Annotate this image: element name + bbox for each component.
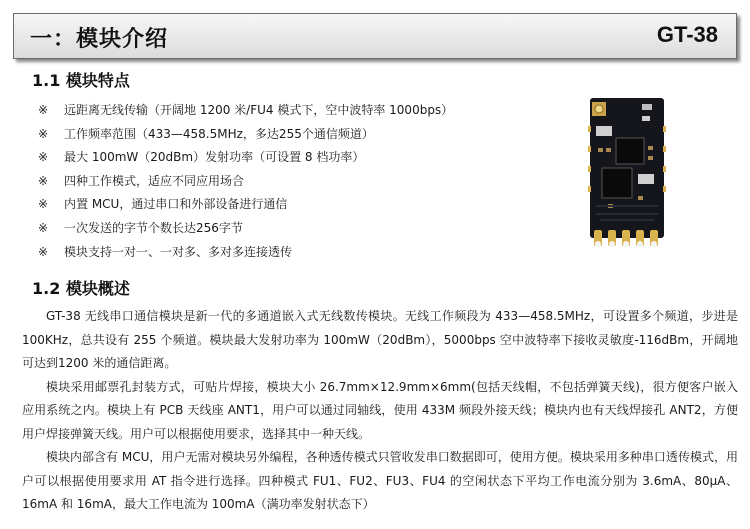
bullet-mark: ※ bbox=[38, 150, 49, 165]
smd-component bbox=[642, 116, 650, 121]
feature-text: 一次发送的字节个数长达256字节 bbox=[64, 220, 243, 235]
list-item bbox=[38, 241, 578, 265]
crystal bbox=[638, 174, 654, 184]
crystal bbox=[596, 126, 612, 136]
overview-paragraph: 模块采用邮票孔封装方式，可贴片焊接，模块大小 26.7mm×12.9mm×6mm(包括天线帽，不包括弹簧天线)，很方便客户嵌入应用系统之内。模块上有 PCB 天线座 ANT1，用户可以通过同轴线，使用 433M 频段外接天线；模块内也有天线焊接孔 ANT2，方便用户焊接弹簧天线。用户可以根据使用要求，选择其中一种天线。 bbox=[22, 379, 739, 441]
smd-component bbox=[648, 156, 653, 160]
model-number: GT-38 bbox=[656, 22, 718, 47]
list-item bbox=[38, 146, 578, 170]
mcu-chip bbox=[602, 168, 632, 198]
bullet-mark: ※ bbox=[38, 103, 49, 117]
list-item bbox=[38, 170, 578, 194]
overview-paragraph: GT-38 无线串口通信模块是新一代的多通道嵌入式无线数传模块。无线工作频段为 433—458.5MHz，可设置多个频道，步进是 100KHz，总共设有 255 个频道。模块最大发射功率为 100mW（20dBm），5000bps 空中波特率下接收灵敏度-116dBm，开阔地 可达到1200 米的通信距离。 bbox=[22, 309, 738, 370]
feature-text: 四种工作模式，适应不同应用场合 bbox=[64, 173, 245, 188]
bullet-mark: ※ bbox=[38, 220, 49, 235]
overview-body bbox=[22, 305, 738, 517]
smd-component bbox=[642, 104, 652, 110]
feature-text: 远距离无线传输（开阔地 1200 米/FU4 模式下，空中波特率 1000bps） bbox=[64, 103, 454, 117]
list-item bbox=[38, 217, 578, 241]
feature-text: 内置 MCU，通过串口和外部设备进行通信 bbox=[64, 197, 288, 212]
smd-component bbox=[598, 148, 603, 152]
list-item bbox=[38, 123, 578, 147]
feature-text: 模块支持一对一、一对多、多对多连接透传 bbox=[64, 244, 293, 259]
section-header-bar bbox=[13, 13, 737, 59]
stamp-holes bbox=[595, 241, 657, 247]
smd-component bbox=[638, 196, 643, 200]
bullet-mark: ※ bbox=[38, 197, 49, 212]
features-heading: 1.1 模块特点 bbox=[32, 71, 130, 90]
list-item bbox=[38, 193, 578, 217]
antenna-connector-center bbox=[595, 105, 603, 113]
module-photo bbox=[588, 96, 666, 250]
bullet-mark: ※ bbox=[38, 173, 49, 188]
bullet-mark: ※ bbox=[38, 244, 49, 259]
bullet-mark: ※ bbox=[38, 126, 49, 141]
smd-component bbox=[648, 146, 653, 150]
overview-heading: 1.2 模块概述 bbox=[32, 279, 130, 298]
smd-component bbox=[606, 148, 611, 152]
rf-chip bbox=[616, 138, 644, 164]
feature-list bbox=[38, 99, 578, 264]
list-item bbox=[38, 99, 578, 123]
feature-text: 最大 100mW（20dBm）发射功率（可设置 8 档功率） bbox=[64, 150, 365, 165]
overview-paragraph: 模块内部含有 MCU，用户无需对模块另外编程，各种透传模式只管收发串口数据即可，使用方便。模块采用多种串口透传模式，用户可以根据使用要求用 AT 指令进行选择。四种模式 FU1、FU2、FU3、FU4 的空闲状态下平均工作电流分别为 3.6mA、80μA、16mA 和 16mA，最大工作电流为 100mA（满功率发射状态下） bbox=[22, 450, 738, 511]
feature-text: 工作频率范围（433—458.5MHz，多达255个通信频道） bbox=[64, 126, 374, 141]
section-title: 一：模块介绍 bbox=[30, 27, 169, 52]
